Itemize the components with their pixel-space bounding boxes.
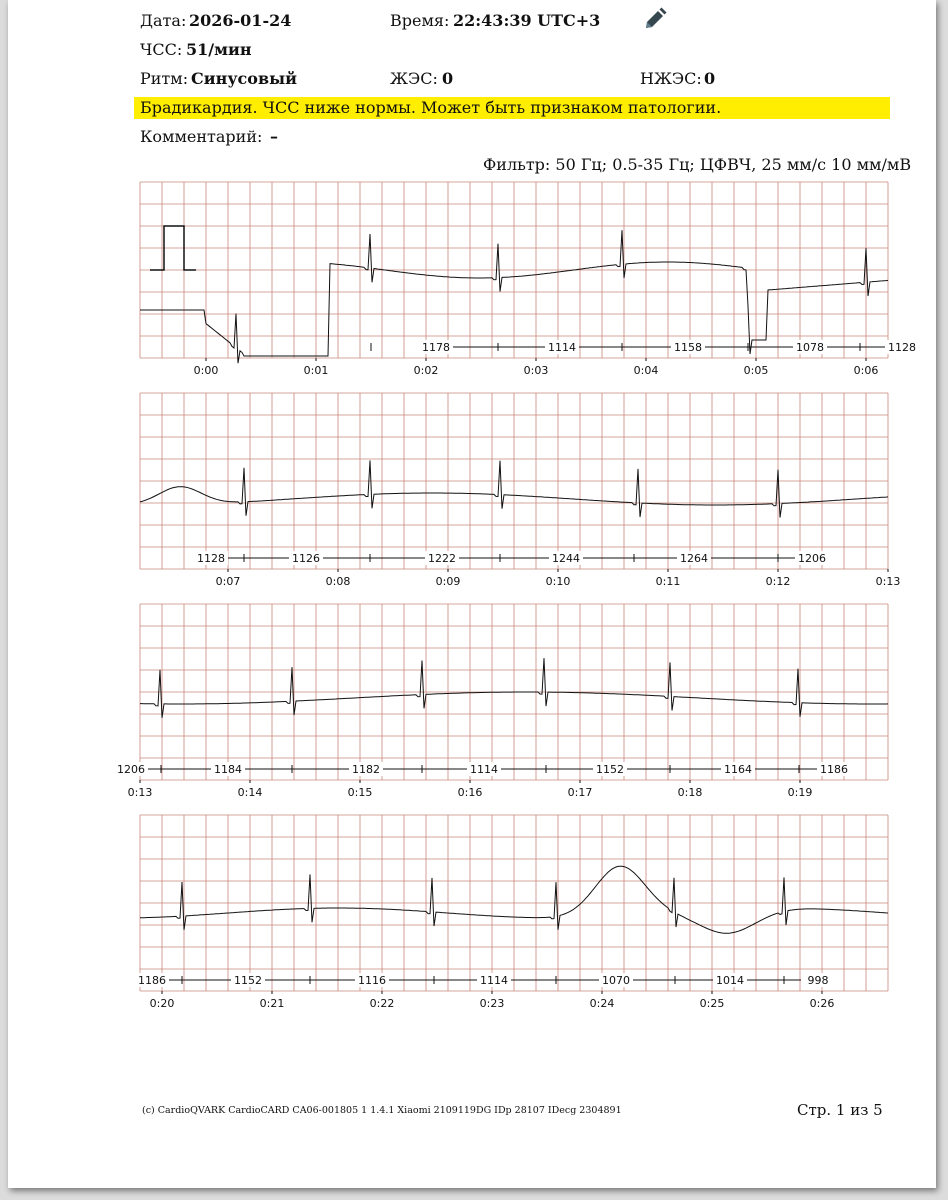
rr-interval-label: 1206: [117, 763, 145, 776]
rr-interval-label: 1014: [716, 974, 744, 987]
rr-interval-label: 1128: [197, 552, 225, 565]
rr-interval-label: 998: [807, 974, 829, 987]
rr-interval-label: 1078: [796, 341, 824, 354]
rr-interval-label: 1164: [724, 763, 752, 776]
time-label: 0:24: [589, 997, 615, 1010]
time-label: 0:02: [413, 364, 439, 377]
time-value: 22:43:39 UTC+3: [453, 11, 601, 30]
time-label: 0:26: [809, 997, 835, 1010]
comment-value: –: [270, 127, 278, 146]
time-label: 0:20: [149, 997, 175, 1010]
rr-interval-label: 1114: [548, 341, 576, 354]
rhythm-label: Ритм:: [140, 69, 189, 88]
time-label: 0:13: [127, 786, 153, 799]
hr-value: 51/мин: [186, 40, 252, 59]
time-label: 0:13: [875, 575, 901, 588]
rr-interval-label: 1114: [470, 763, 498, 776]
rr-interval-label: 1126: [292, 552, 320, 565]
rr-interval-label: 1244: [552, 552, 580, 565]
time-label: 0:04: [633, 364, 659, 377]
time-label: 0:19: [787, 786, 813, 799]
rr-interval-label: 1206: [798, 552, 826, 565]
time-label: 0:14: [237, 786, 263, 799]
rr-interval-label: 1128: [888, 341, 916, 354]
bradycardia-alert: Брадикардия. ЧСС ниже нормы. Может быть признаком патологии.: [134, 97, 890, 119]
time-label: 0:25: [699, 997, 725, 1010]
rr-interval-label: 1152: [596, 763, 624, 776]
time-label: 0:15: [347, 786, 373, 799]
hr-label: ЧСС:: [140, 40, 183, 59]
rr-interval-label: 1116: [358, 974, 386, 987]
time-label: 0:21: [259, 997, 285, 1010]
rr-interval-label: 1186: [820, 763, 848, 776]
rr-interval-label: 1264: [680, 552, 708, 565]
rr-interval-label: 1178: [422, 341, 450, 354]
pac-value: 0: [704, 69, 716, 88]
rr-interval-label: 1152: [234, 974, 262, 987]
date-value: 2026-01-24: [189, 11, 292, 30]
time-label: Время:: [390, 11, 450, 30]
time-label: 0:10: [545, 575, 571, 588]
time-label: 0:18: [677, 786, 703, 799]
date-label: Дата:: [140, 11, 187, 30]
page-number: Стр. 1 из 5: [797, 1101, 883, 1119]
rr-interval-label: 1158: [674, 341, 702, 354]
time-label: 0:07: [215, 575, 241, 588]
ecg-strips: [8, 0, 936, 1188]
time-label: 0:09: [435, 575, 461, 588]
time-label: 0:03: [523, 364, 549, 377]
pvc-label: ЖЭС:: [390, 69, 438, 88]
time-label: 0:06: [853, 364, 879, 377]
time-label: 0:22: [369, 997, 395, 1010]
filter-info: Фильтр: 50 Гц; 0.5-35 Гц; ЦФВЧ, 25 мм/с 10 мм/мВ: [483, 155, 912, 174]
rr-interval-label: 1114: [480, 974, 508, 987]
time-label: 0:11: [655, 575, 681, 588]
rhythm-value: Синусовый: [191, 69, 297, 88]
rr-interval-label: 1222: [428, 552, 456, 565]
report-page: [8, 0, 936, 1188]
device-info: (c) CardioQVARK CardioCARD CA06-001805 1 1.4.1 Xiaomi 2109119DG IDp 28107 IDecg 2304891: [142, 1105, 622, 1116]
time-label: 0:12: [765, 575, 791, 588]
rr-interval-label: 1070: [602, 974, 630, 987]
time-label: 0:01: [303, 364, 329, 377]
rr-interval-label: 1186: [138, 974, 166, 987]
pac-label: НЖЭС:: [640, 69, 702, 88]
rr-interval-label: 1182: [352, 763, 380, 776]
time-label: 0:08: [325, 575, 351, 588]
time-label: 0:16: [457, 786, 483, 799]
time-label: 0:00: [193, 364, 219, 377]
pvc-value: 0: [442, 69, 454, 88]
time-label: 0:17: [567, 786, 593, 799]
comment-label: Комментарий:: [140, 127, 263, 146]
rr-interval-label: 1184: [214, 763, 242, 776]
time-label: 0:05: [743, 364, 769, 377]
time-label: 0:23: [479, 997, 505, 1010]
